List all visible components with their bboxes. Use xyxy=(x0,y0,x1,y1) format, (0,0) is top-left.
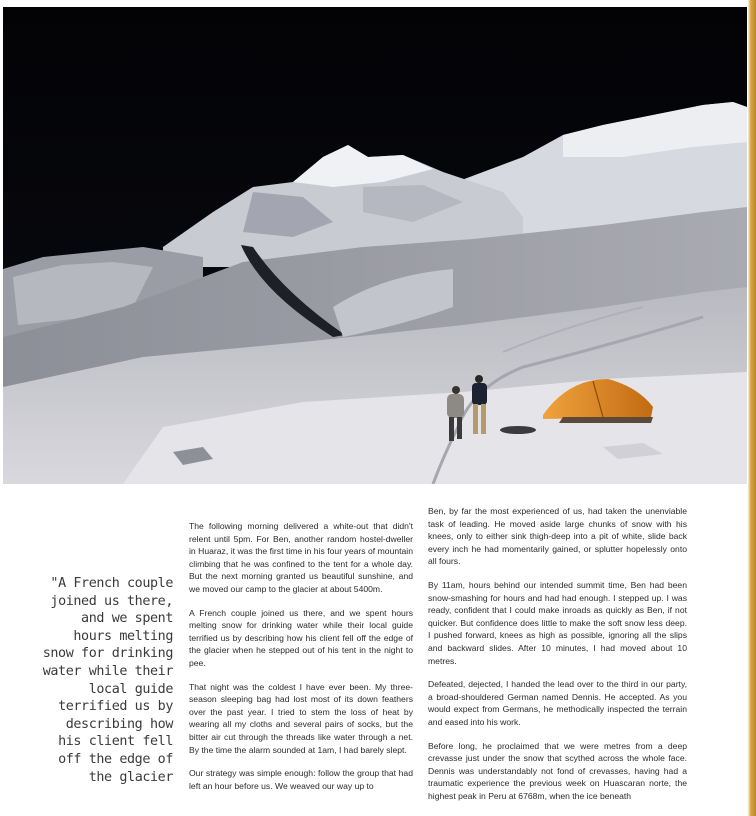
glacier-photo xyxy=(3,7,747,484)
paragraph: The following morning delivered a white-out that didn't relent until 5pm. For Ben, another random hostel-dweller in Huaraz, it was the first time in his four years of mountain climbing that he was confined to the tent for a whole day. But the next morning granted us beautiful sunshine, and we moved our camp to the glacier at about 5400m. xyxy=(189,521,413,594)
paragraph: Our strategy was simple enough: follow the group that had left an hour before us. We weaved our way up to xyxy=(189,768,413,791)
page-top-margin xyxy=(0,0,756,7)
paragraph: Defeated, dejected, I handed the lead over to the third in our party, a broad-shouldered German named Dennis. He accepted. As you would expect from Germans, he methodically inspected the terrain and eased into his work. xyxy=(428,679,687,727)
paragraph: Before long, he proclaimed that we were metres from a deep crevasse just under the snow that scythed across the whole face. Dennis was understandably not fond of crevasses, having had a traumatic experience the previous week on Huascaran norte, the highest peak in Peru at 6768m, when the ice beneath xyxy=(428,740,687,801)
paragraph: By 11am, hours behind our intended summit time, Ben had been snow-smashing for hours and had had enough. I stepped up. I was ready, confident that I could make inroads as quickly as Ben, if not quicker. But confidence does little to make the soft snow less deep. I pushed forward, knees as high as possible, ignoring all the slips and backward slides. After 10 minutes, I had moved about 10 metres. xyxy=(428,579,687,666)
paragraph: Ben, by far the most experienced of us, had taken the unenviable task of leading. He moved aside large chunks of snow with his knees, only to either sink thigh-deep into a pit of white, slide back every inch he had momentarily gained, or splutter hopelessly onto all fours. xyxy=(428,506,687,567)
pull-quote: "A French couple joined us there, and we spent hours melting snow for drinking water while their local guide terrified us by describing how his client fell off the edge of the glacier xyxy=(42,576,173,785)
article-column-2 xyxy=(428,505,687,813)
page-edge-accent xyxy=(748,0,756,816)
paragraph: A French couple joined us there, and we spent hours melting snow for drinking water while their local guide terrified us by describing how his client fell off the edge of the glacier when he stepped out of his tent in the night to pee. xyxy=(189,607,413,668)
article-column-1 xyxy=(189,520,413,803)
paragraph: That night was the coldest I have ever been. My three-season sleeping bag had lost most of its down feathers over the past year. I tried to stem the loss of heat by wearing all my cloths and several pairs of socks, but the bitter air cut through the threads like water through a net. By the time the alarm sounded at 1am, I had barely slept. xyxy=(189,681,413,755)
